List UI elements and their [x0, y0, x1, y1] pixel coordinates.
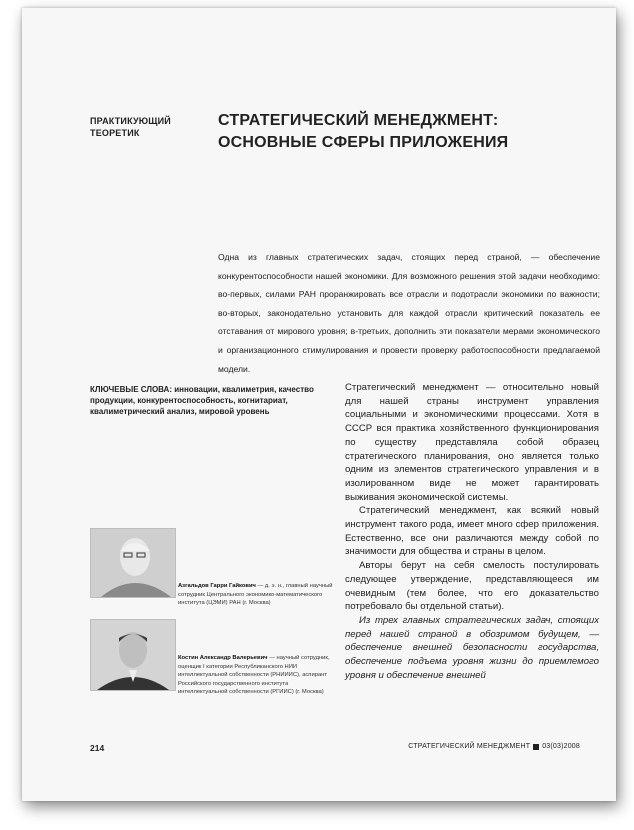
body-paragraph: Стратегический менеджмент, как всякий новый инструмент такого рода, имеет много сфер приложения. Естественно, все они различаются между собой по значимости для общества и страны в целом. — [345, 505, 599, 558]
keywords: КЛЮЧЕВЫЕ СЛОВА: инновации, квалиметрия, качество продукции, конкурентоспособность, когнитариат, квалиметрический анализ, мировой уровень — [90, 385, 314, 416]
section-label — [90, 115, 210, 139]
author-details: — научный сотрудник, оценщик I категории Республиканского НИИ интеллектуальной собственности (РНИИИС), аспирант Российского государственного института интеллектуальной собственности (РГИИС) (г. Москва) — [178, 655, 330, 696]
body-paragraph: Авторы берут на себя смелость постулировать следующее утверждение, представляющееся им очевидным (тем более, что его доказательство потребовало бы отдельной статьи). — [345, 560, 599, 613]
author-details: — д. э. н., главный научный сотрудник Центрального экономико-математического института (ЦЭМИ) РАН (г. Москва) — [178, 583, 333, 607]
body-paragraph: Из трех главных стратегических задач, стоящих перед нашей страной в обозримом будущем, — обеспечение внешней безопасности государства, обеспечение подъема уровня жизни до приемлемого уровня и обеспечение внешней — [345, 614, 599, 681]
author-name: Азгальдов Гарри Гайкович — [178, 583, 256, 589]
portrait-placeholder-icon — [91, 529, 175, 597]
article-title — [218, 110, 598, 154]
article-body — [345, 381, 599, 682]
journal-page — [22, 8, 616, 801]
page-number: 214 — [90, 743, 105, 753]
author-photo-2 — [90, 619, 176, 691]
issue-number: 03(03)2008 — [542, 743, 580, 750]
journal-name: СТРАТЕГИЧЕСКИЙ МЕНЕДЖМЕНТ — [408, 743, 531, 750]
section-label-line-1: ПРАКТИКУЮЩИЙ — [90, 116, 171, 126]
author-bio-2 — [178, 654, 338, 697]
article-title-line-2: ОСНОВНЫЕ СФЕРЫ ПРИЛОЖЕНИЯ — [218, 134, 509, 151]
body-paragraph: Стратегический менеджмент — относительно новый для нашей страны инструмент управления социальными и экономическими процессами. Хотя в СССР вся практика хозяйственного функционирования по существу представляла собой образец стратегического планирования, оно является только одним из элементов стратегического управления и в изолированном виде не может гарантировать выживания экономической системы. — [345, 382, 599, 503]
article-title-line-1: СТРАТЕГИЧЕСКИЙ МЕНЕДЖМЕНТ: — [218, 112, 499, 129]
section-label-line-2: ТЕОРЕТИК — [90, 128, 140, 138]
square-bullet-icon — [533, 744, 539, 750]
abstract — [218, 248, 600, 378]
portrait-placeholder-icon — [91, 620, 175, 690]
author-name: Костин Александр Валерьевич — [178, 655, 268, 661]
abstract-text: Одна из главных стратегических задач, стоящих перед страной, — обеспечение конкурентоспособности нашей экономики. Для возможного решения этой задачи необходимо: во-первых, силами РАН проранжировать все отрасли и подотрасли экономики по важности; во-вторых, законодательно установить для каждой отрасли критический показатель ее отставания от мирового уровня; в-третьих, дополнить эти показатели мерами экономического и организационного стимулирования и провести проверку работоспособности предлагаемой модели. — [218, 252, 600, 374]
running-footer — [408, 743, 580, 750]
author-photo-1 — [90, 528, 176, 598]
author-bio-1 — [178, 582, 338, 608]
